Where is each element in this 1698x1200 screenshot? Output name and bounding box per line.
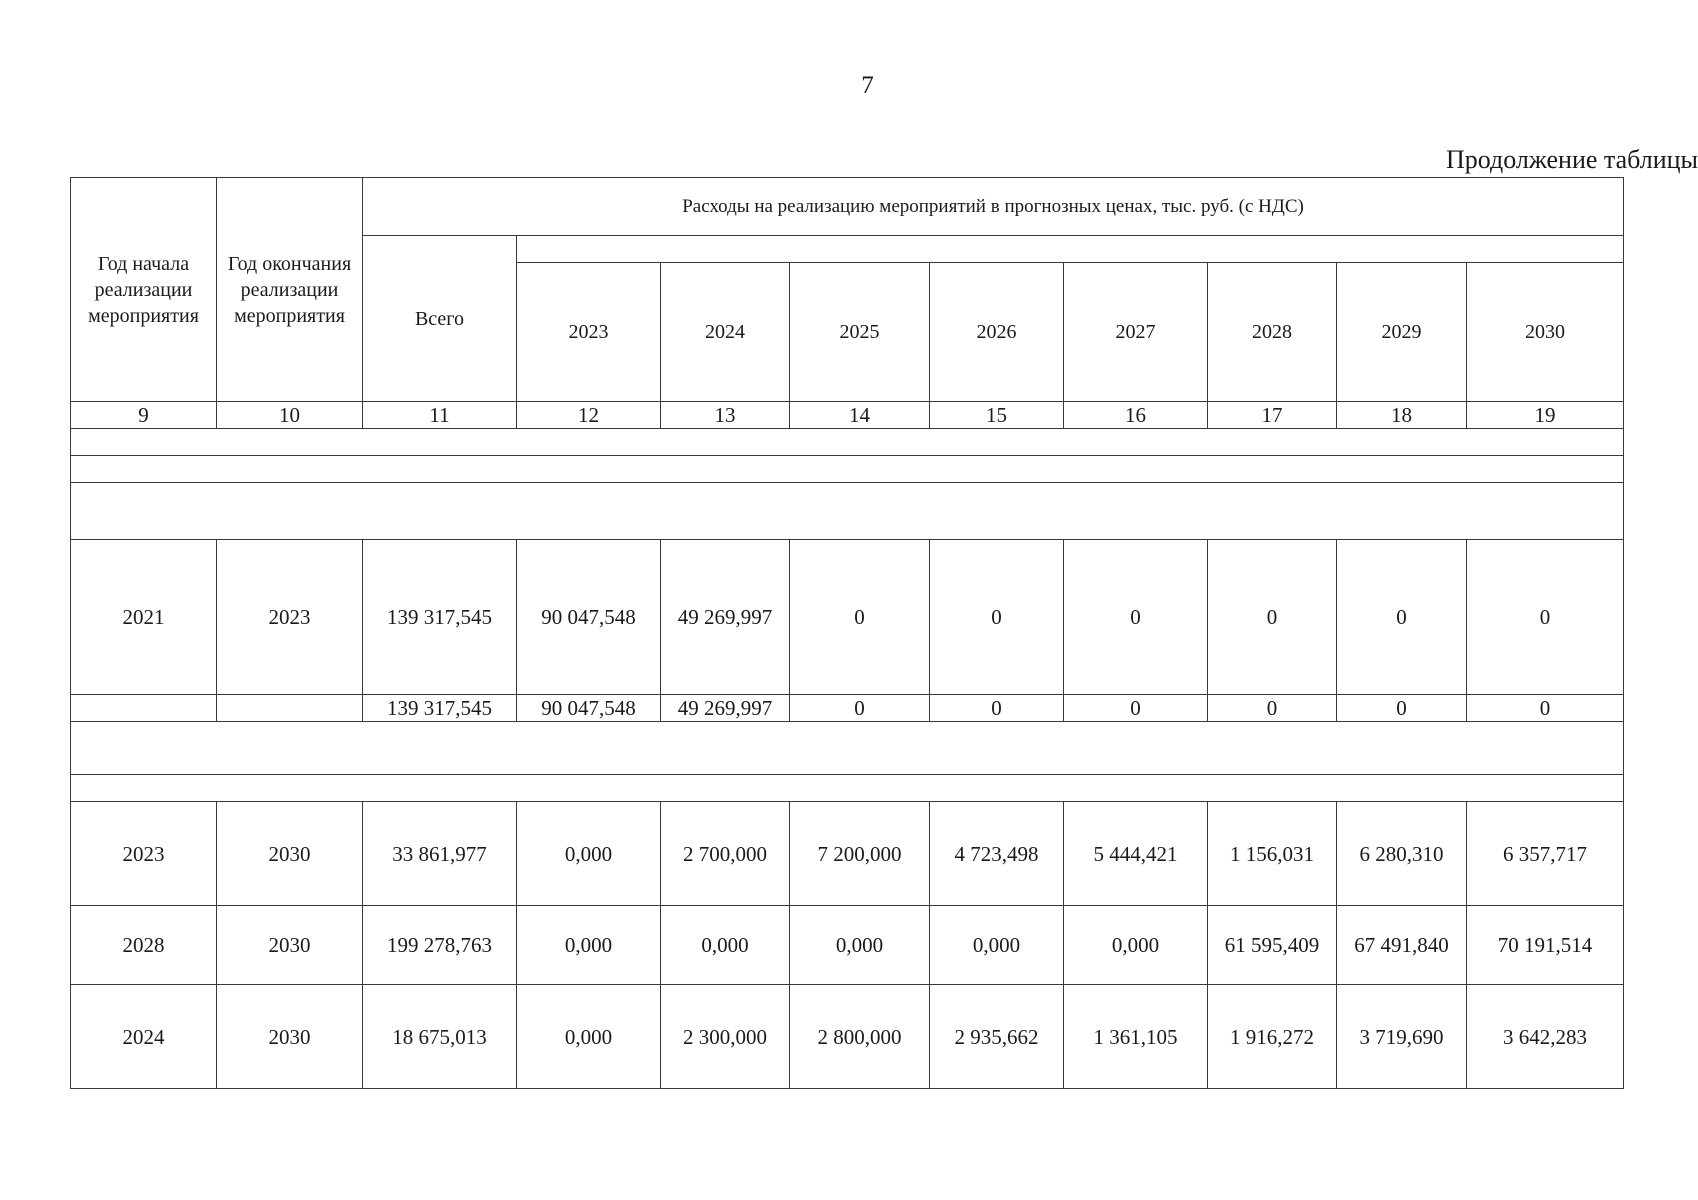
header-year: 2024 [661,263,790,402]
table-row [71,906,1624,985]
blank-section-row [71,456,1624,483]
cell-value: 1 361,105 [1064,985,1208,1089]
header-expenses-group: Расходы на реализацию мероприятий в прогнозных ценах, тыс. руб. (с НДС) [363,178,1624,236]
cell-value: 4 723,498 [930,802,1064,906]
column-number: 9 [71,402,217,429]
column-number-row [71,402,1624,429]
header-year: 2030 [1467,263,1624,402]
cell-value: 6 357,717 [1467,802,1624,906]
cell-end-year: 2030 [217,802,363,906]
cell-value: 1 156,031 [1208,802,1337,906]
cell-value: 0 [790,540,930,695]
cell-value: 0 [1467,695,1624,722]
cell-value: 5 444,421 [1064,802,1208,906]
cell-total: 18 675,013 [363,985,517,1089]
cell-value: 0,000 [517,906,661,985]
header-year: 2023 [517,263,661,402]
cell-value: 0,000 [930,906,1064,985]
header-start-year: Год начала реализации мероприятия [71,178,217,402]
cell-start-year: 2028 [71,906,217,985]
cell-end-year [217,695,363,722]
cell-value: 1 916,272 [1208,985,1337,1089]
cell-end-year: 2023 [217,540,363,695]
table-row [71,802,1624,906]
cell-value: 61 595,409 [1208,906,1337,985]
cell-start-year: 2023 [71,802,217,906]
cell-value: 0 [1208,695,1337,722]
cell-value: 3 642,283 [1467,985,1624,1089]
column-number: 18 [1337,402,1467,429]
table-row [71,985,1624,1089]
header-year: 2027 [1064,263,1208,402]
blank-section-row [71,429,1624,456]
cell-start-year: 2021 [71,540,217,695]
cell-total: 199 278,763 [363,906,517,985]
page-number: 7 [861,72,874,99]
continuation-label: Продолжение таблицы [1446,145,1698,174]
header-year-group-blank [517,236,1624,263]
column-number: 16 [1064,402,1208,429]
table-total-row [71,695,1624,722]
cell-value: 0,000 [1064,906,1208,985]
column-number: 11 [363,402,517,429]
column-number: 12 [517,402,661,429]
cell-start-year: 2024 [71,985,217,1089]
cell-end-year: 2030 [217,985,363,1089]
header-year: 2025 [790,263,930,402]
expenses-table [70,177,1624,1089]
cell-end-year: 2030 [217,906,363,985]
cell-value: 90 047,548 [517,695,661,722]
cell-value: 67 491,840 [1337,906,1467,985]
cell-value: 49 269,997 [661,540,790,695]
cell-value: 0,000 [661,906,790,985]
cell-value: 0 [930,540,1064,695]
cell-start-year [71,695,217,722]
column-number: 13 [661,402,790,429]
column-number: 15 [930,402,1064,429]
cell-value: 2 800,000 [790,985,930,1089]
cell-value: 0 [790,695,930,722]
cell-value: 90 047,548 [517,540,661,695]
column-number: 17 [1208,402,1337,429]
cell-total: 33 861,977 [363,802,517,906]
column-number: 19 [1467,402,1624,429]
cell-value: 2 700,000 [661,802,790,906]
cell-total: 139 317,545 [363,540,517,695]
cell-value: 0,000 [517,802,661,906]
cell-value: 6 280,310 [1337,802,1467,906]
cell-value: 0 [1467,540,1624,695]
cell-value: 0 [930,695,1064,722]
cell-value: 0 [1064,540,1208,695]
cell-value: 49 269,997 [661,695,790,722]
blank-section-row [71,722,1624,775]
cell-value: 70 191,514 [1467,906,1624,985]
cell-value: 0 [1337,695,1467,722]
cell-value: 0 [1064,695,1208,722]
cell-value: 7 200,000 [790,802,930,906]
blank-section-row [71,775,1624,802]
header-year: 2029 [1337,263,1467,402]
header-total: Всего [363,236,517,402]
cell-value: 0,000 [790,906,930,985]
cell-value: 0,000 [517,985,661,1089]
header-year: 2028 [1208,263,1337,402]
header-end-year: Год окончания реализации мероприятия [217,178,363,402]
cell-value: 2 300,000 [661,985,790,1089]
cell-value: 0 [1208,540,1337,695]
cell-value: 3 719,690 [1337,985,1467,1089]
column-number: 10 [217,402,363,429]
cell-total: 139 317,545 [363,695,517,722]
cell-value: 2 935,662 [930,985,1064,1089]
column-number: 14 [790,402,930,429]
blank-section-row [71,483,1624,540]
table-row [71,540,1624,695]
cell-value: 0 [1337,540,1467,695]
header-year: 2026 [930,263,1064,402]
